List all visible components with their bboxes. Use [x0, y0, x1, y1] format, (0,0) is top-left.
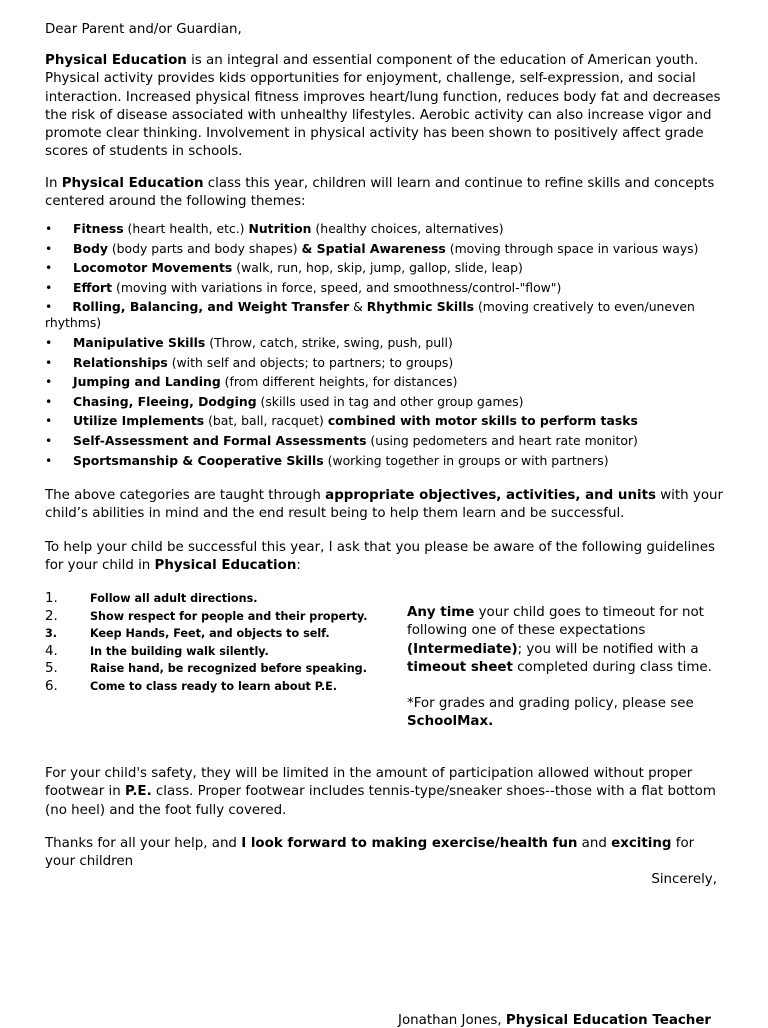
thanks-paragraph [45, 835, 725, 872]
bullet: • [45, 354, 53, 370]
theme-text-1: (using pedometers and heart rate monitor) [366, 432, 638, 448]
rule-item [45, 625, 395, 643]
theme-bold-1: Effort [73, 279, 113, 295]
theme-bold-1: Relationships [73, 354, 168, 370]
categories-post: with your child’s abilities in mind and the end result being to help them learn and be successful. [45, 488, 724, 522]
theme-text-2: (moving through space in various ways) [445, 240, 699, 256]
theme-bold-1: Rolling, Balancing, and Weight Transfer [72, 299, 350, 315]
closing: Sincerely, [651, 872, 717, 887]
themes-intro [45, 175, 725, 212]
bullet: • [45, 221, 53, 236]
timeout-bold-1: Any time [407, 605, 475, 620]
theme-item [45, 374, 735, 390]
theme-text-1: (moving with variations in force, speed, and smoothness/control-"flow") [112, 279, 562, 295]
rule-text: In the building walk silently. [90, 644, 269, 658]
theme-bold-1: Jumping and Landing [73, 374, 221, 390]
themes-intro-post: class this year, children will learn and continue to refine skills and concepts centered around the following themes: [45, 176, 715, 210]
theme-text-1: (skills used in tag and other group games) [256, 393, 524, 409]
grades-paragraph [407, 695, 707, 732]
bullet: • [45, 260, 53, 276]
theme-item [45, 394, 735, 410]
bullet: • [45, 279, 53, 295]
rule-number: 4. [45, 643, 58, 659]
theme-item [45, 260, 735, 276]
rule-number: 1. [45, 591, 58, 606]
theme-bold-1: Self-Assessment and Formal Assessments [73, 432, 367, 448]
timeout-text-2: ; you will be notified with a [517, 641, 699, 657]
theme-text-1: (body parts and body shapes) [107, 240, 302, 256]
intro-paragraph [45, 52, 725, 162]
guidelines-pre: To help your child be successful this year, I ask that you please be aware of the following guidelines for your child in [45, 540, 715, 574]
theme-item [45, 280, 735, 296]
theme-bold-1: Sportsmanship & Cooperative Skills [73, 452, 324, 468]
categories-bold: appropriate objectives, activities, and units [325, 488, 656, 503]
signature [398, 1013, 711, 1028]
theme-bold-2: Nutrition [248, 221, 312, 236]
grades-link: SchoolMax. [407, 714, 494, 730]
rule-number: 2. [45, 608, 58, 624]
rules-list [45, 590, 395, 696]
themes-intro-pre: In [45, 176, 62, 191]
categories-pre: The above categories are taught through [45, 488, 326, 503]
theme-text-1: (working together in groups or with partners) [323, 452, 609, 468]
bullet: • [45, 393, 53, 409]
rule-text: Show respect for people and their property. [90, 609, 368, 623]
timeout-notice [407, 604, 737, 732]
rule-text: Keep Hands, Feet, and objects to self. [90, 627, 330, 641]
theme-text-1: (Throw, catch, strike, swing, push, pull) [205, 334, 453, 350]
bullet: • [45, 413, 53, 429]
safety-bold: P.E. [124, 784, 152, 800]
rule-text: Come to class ready to learn about P.E. [90, 679, 338, 693]
theme-bold-2: Rhythmic Skills [366, 299, 475, 315]
guidelines-bold: Physical Education [154, 558, 297, 574]
rule-item [45, 590, 395, 608]
theme-bold-1: Utilize Implements [73, 413, 205, 429]
theme-bold-1: Body [73, 240, 108, 256]
thanks-bold-2: exciting [611, 836, 672, 851]
theme-item [45, 299, 735, 331]
theme-text-1: & [349, 299, 367, 315]
bullet: • [45, 432, 53, 448]
timeout-bold-2: (Intermediate) [407, 641, 518, 657]
theme-text-1: (heart health, etc.) [123, 221, 249, 236]
theme-bold-1: Chasing, Fleeing, Dodging [73, 393, 257, 409]
rule-item [45, 678, 395, 696]
bullet: • [45, 374, 53, 390]
theme-text-1: (from different heights, for distances) [220, 374, 458, 390]
timeout-text-1: your child goes to timeout for not following one of these expectations [407, 605, 704, 639]
thanks-text-3: for your children [45, 836, 695, 870]
theme-item [45, 413, 735, 429]
bullet: • [45, 452, 53, 468]
theme-bold-1: Fitness [73, 221, 124, 236]
theme-text-1: (with self and objects; to partners; to groups) [167, 354, 454, 370]
rule-item [45, 643, 395, 661]
theme-item [45, 241, 735, 257]
timeout-bold-3: timeout sheet [407, 659, 513, 675]
signature-title: Physical Education Teacher [505, 1013, 712, 1028]
bullet: • [45, 240, 53, 256]
bullet: • [45, 299, 53, 315]
grades-text: *For grades and grading policy, please see [407, 696, 694, 712]
theme-text-2: (healthy choices, alternatives) [311, 221, 504, 236]
rule-item [45, 608, 395, 626]
guidelines-post: : [296, 558, 301, 574]
intro-lead: Physical Education [45, 53, 187, 68]
theme-item [45, 355, 735, 371]
theme-bold-2: combined with motor skills to perform tasks [327, 413, 638, 429]
guidelines-paragraph [45, 539, 725, 576]
intro-text: is an integral and essential component of the education of American youth. Physical activity provides kids opportunities for enjoyment, challenge, self-expression, and social interaction. Increased physical fitness improves heart/lung function, reduces body fat and decreases the risk of disease associated with unhealthy lifestyles. Aerobic activity can also increase vigor and promote clear thinking. Involvement in physical activity has been shown to positively affect grade scores of students in schools. [45, 53, 721, 160]
theme-bold-1: Manipulative Skills [73, 334, 206, 350]
theme-text-1: (walk, run, hop, skip, jump, gallop, slide, leap) [232, 260, 523, 276]
theme-bold-1: Locomotor Movements [73, 260, 233, 276]
bullet: • [45, 334, 53, 350]
signature-name: Jonathan Jones, [398, 1013, 506, 1028]
rule-number: 5. [45, 661, 58, 677]
salutation: Dear Parent and/or Guardian, [45, 22, 242, 37]
timeout-text-3: completed during class time. [512, 659, 712, 675]
rule-text: Raise hand, be recognized before speaking. [90, 662, 367, 676]
theme-item [45, 453, 735, 469]
safety-post: class. Proper footwear includes tennis-type/sneaker shoes--those with a flat bottom (no heel) and the foot fully covered. [45, 784, 716, 818]
theme-bold-2: & Spatial Awareness [301, 240, 446, 256]
theme-text-1: (bat, ball, racquet) [204, 413, 328, 429]
theme-item [45, 335, 735, 351]
rule-item [45, 660, 395, 678]
timeout-paragraph [407, 604, 737, 677]
theme-item [45, 433, 735, 449]
categories-paragraph [45, 487, 725, 524]
safety-paragraph [45, 765, 725, 820]
safety-pre: For your child's safety, they will be limited in the amount of participation allowed without proper footwear in [45, 766, 693, 800]
rule-number: 3. [45, 627, 58, 641]
thanks-text-1: Thanks for all your help, and [45, 836, 242, 851]
theme-item [45, 221, 735, 237]
themes-list [45, 221, 735, 472]
thanks-text-2: and [577, 836, 612, 851]
thanks-bold-1: I look forward to making exercise/health fun [241, 836, 578, 851]
themes-intro-bold: Physical Education [61, 176, 204, 191]
rule-text: Follow all adult directions. [90, 592, 258, 605]
theme-text-2: (moving creatively to even/uneven rhythms) [45, 299, 695, 331]
rule-number: 6. [45, 678, 58, 694]
